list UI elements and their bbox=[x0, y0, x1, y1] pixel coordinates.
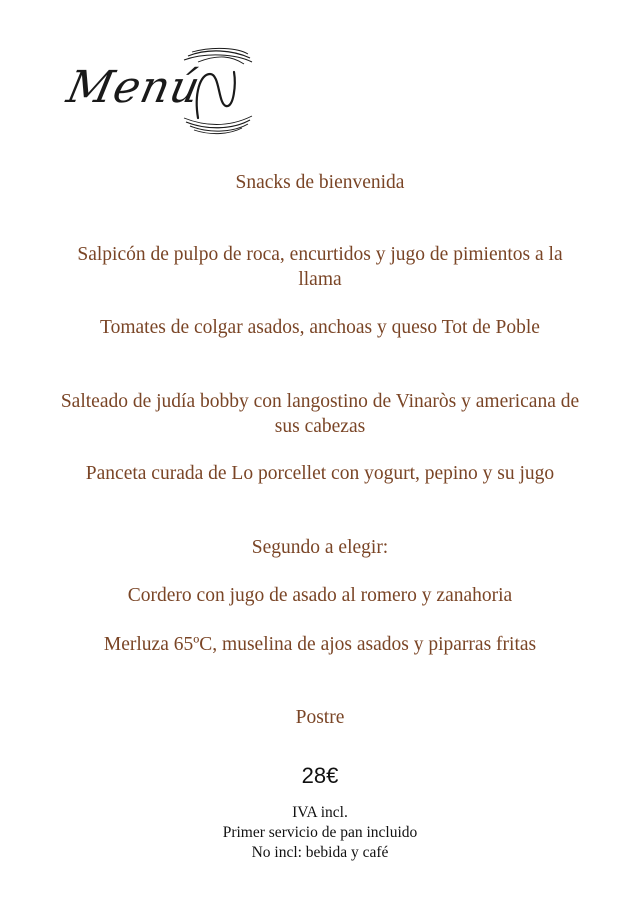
menu-item-segundo: Segundo a elegir: bbox=[251, 537, 389, 558]
menu-item-merluza: Merluza 65ºC, muselina de ajos asados y piparras fritas bbox=[103, 634, 537, 655]
menu-logo bbox=[62, 44, 258, 140]
note-pan: Primer servicio de pan incluido bbox=[222, 824, 418, 841]
menu-item-salpicon: Salpicón de pulpo de roca, encurtidos y jugo de pimientos a la llama bbox=[77, 244, 563, 290]
note-bebida: No incl: bebida y café bbox=[251, 844, 389, 861]
logo-emblem-icon bbox=[178, 44, 258, 140]
price: 28€ bbox=[301, 763, 339, 788]
price-notes bbox=[0, 803, 640, 863]
menu-item-tomates: Tomates de colgar asados, anchoas y queso Tot de Poble bbox=[100, 317, 540, 338]
logo-title: Menú bbox=[62, 62, 206, 113]
menu-item-salteado: Salteado de judía bobby con langostino de Vinaròs y americana de sus cabezas bbox=[60, 391, 580, 437]
menu-item-snacks: Snacks de bienvenida bbox=[235, 172, 405, 193]
menu-item-postre: Postre bbox=[295, 707, 345, 728]
menu-item-cordero: Cordero con jugo de asado al romero y zanahoria bbox=[127, 585, 513, 606]
note-iva: IVA incl. bbox=[292, 804, 348, 821]
menu-item-panceta: Panceta curada de Lo porcellet con yogurt, pepino y su jugo bbox=[85, 463, 555, 484]
